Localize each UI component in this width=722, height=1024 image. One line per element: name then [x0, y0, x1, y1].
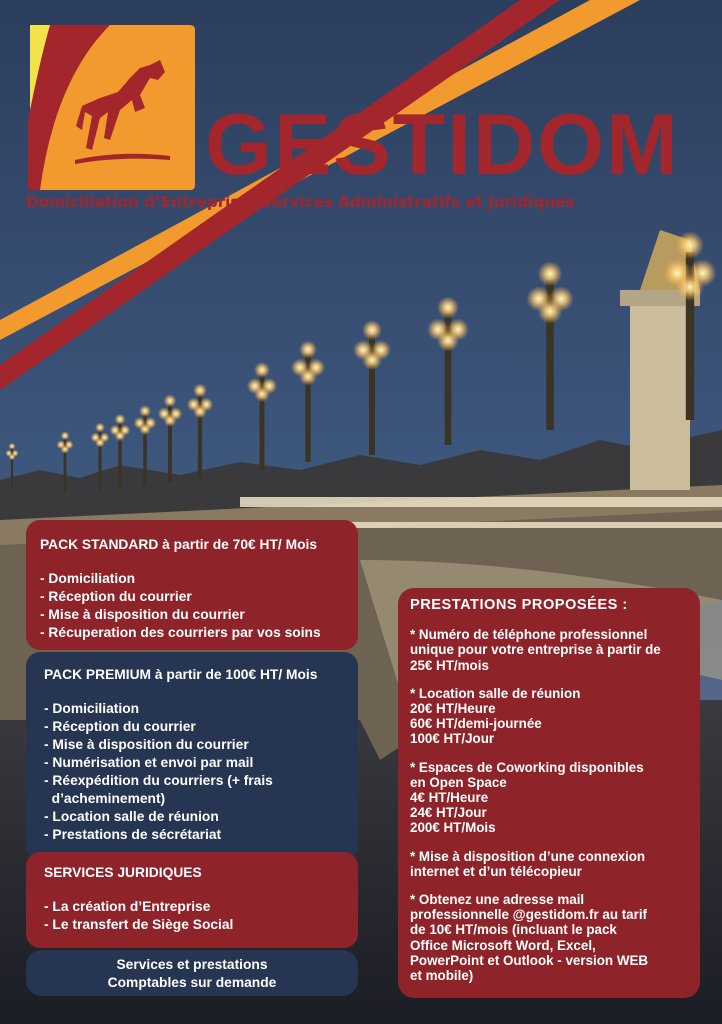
prestation-line: Office Microsoft Word, Excel,	[410, 937, 596, 953]
prestation-line: 100€ HT/Jour	[410, 731, 495, 747]
list-item: - La création d’Entreprise	[44, 899, 211, 914]
prestation-line: * Espaces de Coworking disponibles	[410, 759, 644, 775]
prestation-block	[410, 849, 688, 879]
prestation-line: 60€ HT/demi-journée	[410, 716, 542, 732]
comptables-panel	[26, 950, 358, 996]
prestation-line: unique pour votre entreprise à partir de	[410, 642, 661, 658]
brand-tagline: Domiciliation d’Entreprise, Services Administratifs et Juridiques	[26, 193, 575, 211]
prestation-line: 200€ HT/Mois	[410, 820, 496, 836]
list-item: - Réception du courrier	[44, 719, 196, 734]
prestation-line: en Open Space	[410, 774, 507, 790]
prestations-title: PRESTATIONS PROPOSÉES :	[410, 597, 628, 613]
list-item: - Mise à disposition du courrier	[44, 737, 249, 752]
prestation-block	[410, 627, 688, 673]
list-item: - Réexpédition du courriers (+ frais	[44, 773, 273, 788]
pack-premium-panel	[26, 652, 358, 860]
list-item: - Location salle de réunion	[44, 809, 219, 824]
services-juridiques-title: SERVICES JURIDIQUES	[44, 865, 202, 880]
list-item: - Mise à disposition du courrier	[40, 607, 245, 622]
pack-standard-title: PACK STANDARD à partir de 70€ HT/ Mois	[40, 537, 318, 552]
list-item: - Récuperation des courriers par vos soins	[40, 625, 321, 640]
list-item: - Domiciliation	[44, 701, 140, 716]
prestation-block	[410, 760, 688, 836]
prestation-line: professionnelle @gestidom.fr au tarif	[410, 907, 648, 923]
prestation-line: 24€ HT/Jour	[410, 805, 487, 821]
prestation-block	[410, 892, 688, 983]
pack-premium-title: PACK PREMIUM à partir de 100€ HT/ Mois	[44, 667, 318, 682]
services-juridiques-panel	[26, 852, 358, 948]
list-item: - Réception du courrier	[40, 589, 192, 604]
prestation-line: * Numéro de téléphone professionnel	[410, 627, 648, 643]
prestation-line: 20€ HT/Heure	[410, 701, 496, 717]
prestations-panel	[398, 588, 700, 998]
prestation-line: PowerPoint et Outlook - version WEB	[410, 952, 649, 968]
list-item: d’acheminement)	[44, 791, 166, 806]
list-item: - Domiciliation	[40, 571, 136, 586]
list-item: - Le transfert de Siège Social	[44, 917, 234, 932]
prestation-line: et mobile)	[410, 968, 474, 984]
list-item: - Numérisation et envoi par mail	[44, 755, 254, 770]
list-item: - Prestations de sécrétariat	[44, 827, 222, 842]
prestation-line: 4€ HT/Heure	[410, 790, 489, 806]
prestation-line: * Mise à disposition d’une connexion	[410, 848, 646, 864]
prestation-block	[410, 686, 688, 747]
brand-title: GESTIDOM	[205, 97, 680, 193]
pack-standard-panel	[26, 520, 358, 650]
prestation-line: * Obtenez une adresse mail	[410, 892, 585, 908]
comptables-line: Comptables sur demande	[107, 975, 277, 990]
prestation-line: internet et d’un télécopieur	[410, 863, 582, 879]
comptables-line: Services et prestations	[116, 957, 268, 972]
prestation-line: 25€ HT/mois	[410, 657, 489, 673]
prestation-line: * Location salle de réunion	[410, 685, 581, 701]
prestation-line: de 10€ HT/mois (incluant le pack	[410, 922, 617, 938]
